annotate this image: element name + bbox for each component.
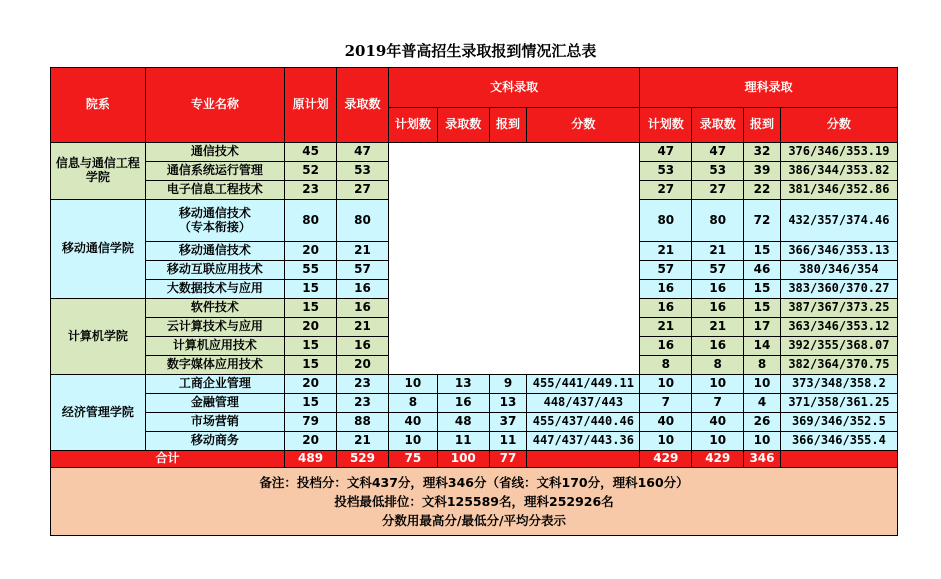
major-name: 大数据技术与应用	[145, 280, 284, 299]
li-score: 392/355/368.07	[780, 337, 897, 356]
li-admit: 8	[692, 356, 744, 375]
major-name: 移动通信技术 （专本衔接）	[145, 200, 284, 242]
wen-admit: 16	[437, 394, 489, 413]
wen-plan: 10	[388, 375, 437, 394]
wen-report: 11	[489, 432, 527, 451]
li-score: 382/364/370.75	[780, 356, 897, 375]
admit-count: 27	[337, 181, 389, 200]
admit-count: 80	[337, 200, 389, 242]
plan-count: 52	[285, 162, 337, 181]
admit-count: 57	[337, 261, 389, 280]
table-row	[51, 394, 898, 413]
li-plan: 27	[640, 181, 692, 200]
table-row	[51, 432, 898, 451]
plan-count: 20	[285, 242, 337, 261]
li-admit: 10	[692, 432, 744, 451]
admit-count: 23	[337, 394, 389, 413]
li-score: 387/367/373.25	[780, 299, 897, 318]
li-score: 376/346/353.19	[780, 143, 897, 162]
li-admit: 53	[692, 162, 744, 181]
li-plan: 21	[640, 318, 692, 337]
li-admit: 21	[692, 242, 744, 261]
major-name: 移动商务	[145, 432, 284, 451]
li-plan: 7	[640, 394, 692, 413]
li-score: 369/346/352.5	[780, 413, 897, 432]
admit-count: 88	[337, 413, 389, 432]
major-name: 市场营销	[145, 413, 284, 432]
li-report: 72	[744, 200, 781, 242]
note-line: 备注：投档分：文科437分，理科346分（省线：文科170分，理科160分）	[259, 475, 689, 490]
wen-report: 9	[489, 375, 527, 394]
li-admit: 16	[692, 337, 744, 356]
table-row	[51, 143, 898, 162]
li-report: 8	[744, 356, 781, 375]
total-label: 合计	[51, 451, 285, 468]
page-title: 2019年普高招生录取报到情况汇总表	[344, 42, 597, 60]
major-name: 工商企业管理	[145, 375, 284, 394]
li-admit: 7	[692, 394, 744, 413]
total-row	[51, 451, 898, 468]
header-wen-report: 报到	[489, 108, 527, 143]
admit-count: 21	[337, 242, 389, 261]
total-li-plan: 429	[640, 451, 692, 468]
li-report: 17	[744, 318, 781, 337]
li-report: 46	[744, 261, 781, 280]
total-plan: 489	[285, 451, 337, 468]
li-admit: 80	[692, 200, 744, 242]
note-line: 分数用最高分/最低分/平均分表示	[381, 513, 567, 528]
major-name: 软件技术	[145, 299, 284, 318]
li-score: 386/344/353.82	[780, 162, 897, 181]
header-admit: 录取数	[337, 68, 389, 143]
li-report: 26	[744, 413, 781, 432]
li-report: 15	[744, 242, 781, 261]
li-report: 10	[744, 375, 781, 394]
wen-score: 455/437/440.46	[527, 413, 640, 432]
notes-row	[51, 468, 898, 536]
li-plan: 8	[640, 356, 692, 375]
total-li-admit: 429	[692, 451, 744, 468]
major-name: 电子信息工程技术	[145, 181, 284, 200]
total-li-score	[780, 451, 897, 468]
li-score: 366/346/353.13	[780, 242, 897, 261]
admit-count: 20	[337, 356, 389, 375]
header-li-score: 分数	[780, 108, 897, 143]
wen-plan: 8	[388, 394, 437, 413]
major-name: 通信系统运行管理	[145, 162, 284, 181]
li-score: 380/346/354	[780, 261, 897, 280]
plan-count: 15	[285, 299, 337, 318]
plan-count: 15	[285, 356, 337, 375]
plan-count: 20	[285, 375, 337, 394]
table-row	[51, 413, 898, 432]
li-report: 15	[744, 299, 781, 318]
plan-count: 55	[285, 261, 337, 280]
li-score: 373/348/358.2	[780, 375, 897, 394]
li-score: 371/358/361.25	[780, 394, 897, 413]
li-admit: 57	[692, 261, 744, 280]
college-name: 计算机学院	[51, 299, 146, 375]
header-li-admit: 录取数	[692, 108, 744, 143]
plan-count: 20	[285, 318, 337, 337]
li-report: 4	[744, 394, 781, 413]
header-wen: 文科录取	[388, 68, 639, 108]
total-wen-report: 77	[489, 451, 527, 468]
admit-count: 47	[337, 143, 389, 162]
total-li-report: 346	[744, 451, 781, 468]
major-name: 金融管理	[145, 394, 284, 413]
li-plan: 57	[640, 261, 692, 280]
li-score: 366/346/355.4	[780, 432, 897, 451]
wen-score: 455/441/449.11	[527, 375, 640, 394]
li-plan: 21	[640, 242, 692, 261]
notes-block	[51, 468, 898, 536]
li-plan: 10	[640, 375, 692, 394]
major-name: 云计算技术与应用	[145, 318, 284, 337]
plan-count: 20	[285, 432, 337, 451]
li-admit: 10	[692, 375, 744, 394]
li-report: 14	[744, 337, 781, 356]
li-score: 363/346/353.12	[780, 318, 897, 337]
header-wen-plan: 计划数	[388, 108, 437, 143]
wen-score: 447/437/443.36	[527, 432, 640, 451]
admission-table	[50, 67, 898, 536]
li-report: 10	[744, 432, 781, 451]
major-name: 通信技术	[145, 143, 284, 162]
major-name: 移动互联应用技术	[145, 261, 284, 280]
header-li: 理科录取	[640, 68, 898, 108]
li-admit: 16	[692, 299, 744, 318]
header-college: 院系	[51, 68, 146, 143]
li-plan: 10	[640, 432, 692, 451]
total-admit: 529	[337, 451, 389, 468]
admit-count: 16	[337, 299, 389, 318]
li-report: 22	[744, 181, 781, 200]
wen-admit: 13	[437, 375, 489, 394]
college-name: 信息与通信工程学院	[51, 143, 146, 200]
wen-empty-block	[388, 143, 639, 375]
plan-count: 15	[285, 394, 337, 413]
li-admit: 16	[692, 280, 744, 299]
wen-report: 13	[489, 394, 527, 413]
admit-count: 16	[337, 337, 389, 356]
li-score: 432/357/374.46	[780, 200, 897, 242]
total-wen-admit: 100	[437, 451, 489, 468]
li-report: 32	[744, 143, 781, 162]
wen-score: 448/437/443	[527, 394, 640, 413]
note-line: 投档最低排位：文科125589名，理科252926名	[334, 494, 614, 509]
admit-count: 16	[337, 280, 389, 299]
li-admit: 47	[692, 143, 744, 162]
li-report: 39	[744, 162, 781, 181]
header-plan: 原计划	[285, 68, 337, 143]
header-li-plan: 计划数	[640, 108, 692, 143]
table-row	[51, 375, 898, 394]
li-plan: 16	[640, 337, 692, 356]
admit-count: 21	[337, 432, 389, 451]
header-wen-score: 分数	[527, 108, 640, 143]
wen-plan: 10	[388, 432, 437, 451]
college-name: 经济管理学院	[51, 375, 146, 451]
plan-count: 80	[285, 200, 337, 242]
plan-count: 23	[285, 181, 337, 200]
li-admit: 27	[692, 181, 744, 200]
plan-count: 15	[285, 337, 337, 356]
plan-count: 15	[285, 280, 337, 299]
header-wen-admit: 录取数	[437, 108, 489, 143]
li-report: 15	[744, 280, 781, 299]
plan-count: 45	[285, 143, 337, 162]
header-major: 专业名称	[145, 68, 284, 143]
wen-admit: 11	[437, 432, 489, 451]
li-plan: 16	[640, 280, 692, 299]
li-plan: 16	[640, 299, 692, 318]
li-admit: 40	[692, 413, 744, 432]
li-plan: 47	[640, 143, 692, 162]
admit-count: 53	[337, 162, 389, 181]
header-li-report: 报到	[744, 108, 781, 143]
admit-count: 23	[337, 375, 389, 394]
college-name: 移动通信学院	[51, 200, 146, 299]
wen-plan: 40	[388, 413, 437, 432]
li-score: 381/346/352.86	[780, 181, 897, 200]
wen-report: 37	[489, 413, 527, 432]
plan-count: 79	[285, 413, 337, 432]
li-score: 383/360/370.27	[780, 280, 897, 299]
li-admit: 21	[692, 318, 744, 337]
major-name: 数字媒体应用技术	[145, 356, 284, 375]
admit-count: 21	[337, 318, 389, 337]
total-wen-plan: 75	[388, 451, 437, 468]
total-wen-score	[527, 451, 640, 468]
wen-admit: 48	[437, 413, 489, 432]
major-name: 移动通信技术	[145, 242, 284, 261]
li-plan: 53	[640, 162, 692, 181]
li-plan: 40	[640, 413, 692, 432]
li-plan: 80	[640, 200, 692, 242]
major-name: 计算机应用技术	[145, 337, 284, 356]
